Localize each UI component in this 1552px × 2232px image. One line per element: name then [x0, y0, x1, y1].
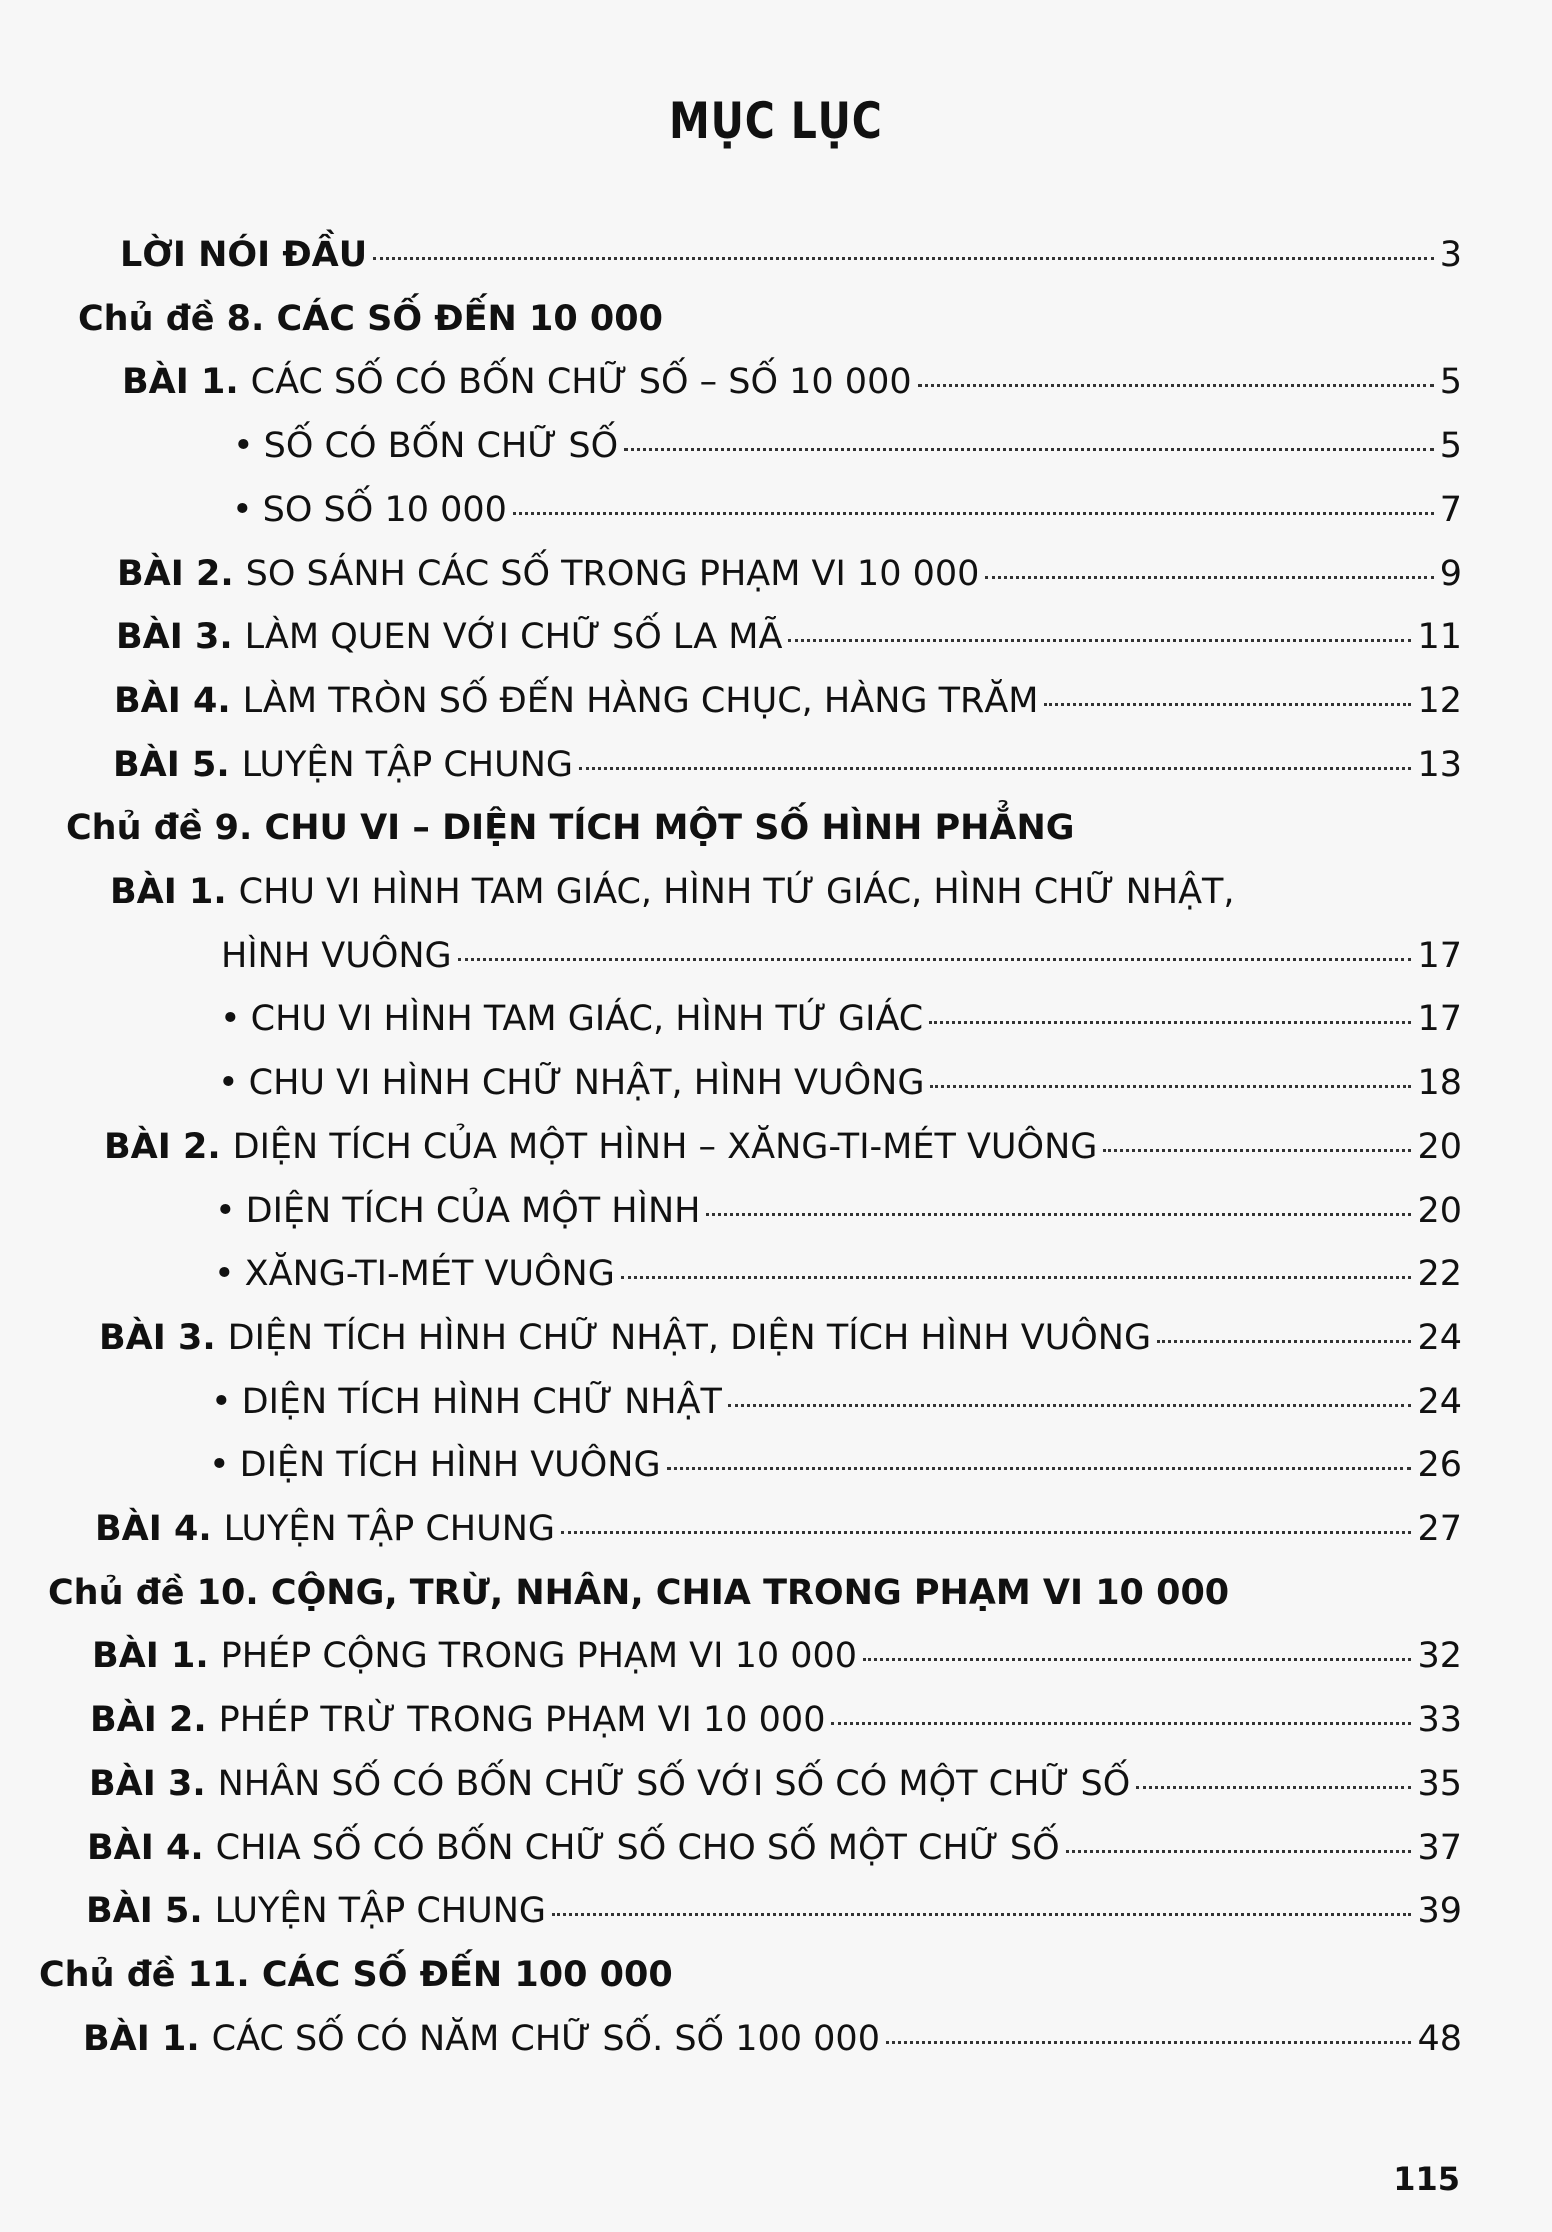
toc-entry-prefix: BÀI 2. — [90, 1700, 207, 1740]
toc-entry — [86, 1881, 1462, 1941]
dot-leader — [621, 1276, 1412, 1279]
dot-leader — [552, 1913, 1411, 1916]
toc-entry-prefix: BÀI 1. — [83, 2019, 200, 2059]
toc-entry-label: DIỆN TÍCH CỦA MỘT HÌNH – XĂNG-TI-MÉT VUÔNG — [232, 1127, 1098, 1167]
toc-entry-prefix: BÀI 3. — [99, 1318, 216, 1358]
toc-entry-prefix: BÀI 3. — [116, 617, 233, 657]
toc-section-heading — [39, 1945, 1462, 2005]
toc-page-number: 33 — [1417, 1700, 1462, 1740]
bullet-icon: • — [209, 1445, 230, 1485]
dot-leader — [985, 576, 1433, 579]
toc-page-number: 17 — [1417, 999, 1462, 1039]
toc-page-number: 9 — [1439, 554, 1462, 594]
toc-entry-label: NHÂN SỐ CÓ BỐN CHỮ SỐ VỚI SỐ CÓ MỘT CHỮ SỐ — [217, 1764, 1131, 1804]
toc-entry — [116, 607, 1462, 667]
toc-entry — [218, 1053, 1462, 1113]
bullet-icon: • — [220, 999, 241, 1039]
toc-entry-label: DIỆN TÍCH HÌNH VUÔNG — [239, 1445, 661, 1485]
toc-page-number: 39 — [1417, 1891, 1462, 1931]
toc-entry — [221, 926, 1462, 986]
dot-leader — [667, 1467, 1412, 1470]
toc-page-number: 24 — [1417, 1382, 1462, 1422]
toc-entry-label: LÀM TRÒN SỐ ĐẾN HÀNG CHỤC, HÀNG TRĂM — [242, 681, 1039, 721]
toc-entry — [209, 1435, 1462, 1495]
section-title: Chủ đề 11. CÁC SỐ ĐẾN 100 000 — [39, 1955, 673, 1995]
dot-leader — [1066, 1850, 1412, 1853]
toc-entry-label: LUYỆN TẬP CHUNG — [214, 1891, 547, 1931]
toc-entry-label: DIỆN TÍCH CỦA MỘT HÌNH — [245, 1191, 701, 1231]
toc-entry-prefix: BÀI 4. — [87, 1828, 204, 1868]
toc-entry-label: SO SÁNH CÁC SỐ TRONG PHẠM VI 10 000 — [245, 554, 980, 594]
toc-page-number: 5 — [1439, 426, 1462, 466]
toc-entry — [90, 1690, 1462, 1750]
toc-entry-label: PHÉP TRỪ TRONG PHẠM VI 10 000 — [218, 1700, 826, 1740]
toc-entry-label: LỜI NÓI ĐẦU — [120, 235, 368, 275]
toc-entry — [89, 1754, 1462, 1814]
bullet-icon: • — [214, 1254, 235, 1294]
toc-entry-label: CÁC SỐ CÓ NĂM CHỮ SỐ. SỐ 100 000 — [211, 2019, 880, 2059]
section-title: Chủ đề 10. CỘNG, TRỪ, NHÂN, CHIA TRONG PHẠM VI 10 000 — [48, 1573, 1230, 1613]
toc-section-heading — [66, 798, 1462, 858]
toc-entry — [87, 1818, 1462, 1878]
toc-entry — [117, 544, 1462, 604]
toc-entry-label: LÀM QUEN VỚI CHỮ SỐ LA MÃ — [244, 617, 783, 657]
toc-entry — [95, 1499, 1462, 1559]
toc-page-number: 35 — [1417, 1764, 1462, 1804]
toc-page-number: 27 — [1417, 1509, 1462, 1549]
toc-entry — [110, 862, 1462, 922]
toc-entry — [122, 352, 1462, 412]
dot-leader — [373, 257, 1434, 260]
toc-entry — [99, 1308, 1462, 1368]
bullet-icon: • — [233, 426, 254, 466]
toc-entry — [92, 1626, 1462, 1686]
section-title: Chủ đề 8. CÁC SỐ ĐẾN 10 000 — [78, 299, 663, 339]
toc-section-heading — [48, 1563, 1462, 1623]
bullet-icon: • — [218, 1063, 239, 1103]
toc-page-number: 20 — [1417, 1127, 1462, 1167]
toc-entry-prefix: BÀI 1. — [122, 362, 239, 402]
toc-page-number: 20 — [1417, 1191, 1462, 1231]
toc-page-number: 48 — [1417, 2019, 1462, 2059]
bullet-icon: • — [211, 1382, 232, 1422]
dot-leader — [1136, 1786, 1411, 1789]
toc-entry-label: XĂNG-TI-MÉT VUÔNG — [244, 1254, 615, 1294]
toc-entry — [113, 735, 1462, 795]
toc-entry-prefix: BÀI 1. — [92, 1636, 209, 1676]
toc-entry — [83, 2009, 1462, 2069]
bullet-icon: • — [215, 1191, 236, 1231]
toc-entry-label: CHU VI HÌNH TAM GIÁC, HÌNH TỨ GIÁC, HÌNH CHỮ NHẬT, — [238, 872, 1235, 912]
toc-entry — [104, 1117, 1462, 1177]
page-title: MỤC LỤC — [668, 92, 883, 150]
toc-entry-prefix: BÀI 3. — [89, 1764, 206, 1804]
toc-entry — [232, 480, 1462, 540]
toc-entry-prefix: BÀI 5. — [86, 1891, 203, 1931]
dot-leader — [513, 512, 1434, 515]
dot-leader — [624, 448, 1434, 451]
toc-entry — [211, 1372, 1462, 1432]
toc-entry — [215, 1181, 1462, 1241]
toc-entry-label: DIỆN TÍCH HÌNH CHỮ NHẬT — [241, 1382, 722, 1422]
toc-entry-prefix: BÀI 4. — [95, 1509, 212, 1549]
toc-page-number: 12 — [1417, 681, 1462, 721]
toc-page-number: 18 — [1417, 1063, 1462, 1103]
dot-leader — [788, 639, 1411, 642]
toc-entry-prefix: BÀI 2. — [104, 1127, 221, 1167]
toc-entry-label: LUYỆN TẬP CHUNG — [241, 745, 574, 785]
toc-entry-prefix: BÀI 4. — [114, 681, 231, 721]
dot-leader — [458, 958, 1412, 961]
dot-leader — [831, 1722, 1411, 1725]
toc-page-number: 7 — [1439, 490, 1462, 530]
toc-page-number: 24 — [1417, 1318, 1462, 1358]
dot-leader — [863, 1658, 1411, 1661]
dot-leader — [1044, 703, 1411, 706]
dot-leader — [918, 384, 1434, 387]
toc-entry-label: LUYỆN TẬP CHUNG — [223, 1509, 556, 1549]
dot-leader — [930, 1085, 1411, 1088]
dot-leader — [1157, 1340, 1411, 1343]
section-title: Chủ đề 9. CHU VI – DIỆN TÍCH MỘT SỐ HÌNH PHẲNG — [66, 808, 1075, 848]
toc-page-number: 5 — [1439, 362, 1462, 402]
toc-entry-label: CHU VI HÌNH TAM GIÁC, HÌNH TỨ GIÁC — [250, 999, 924, 1039]
toc-entry-label: CHIA SỐ CÓ BỐN CHỮ SỐ CHO SỐ MỘT CHỮ SỐ — [215, 1828, 1060, 1868]
toc-page-number: 37 — [1417, 1828, 1462, 1868]
dot-leader — [929, 1021, 1411, 1024]
toc-entry-label: PHÉP CỘNG TRONG PHẠM VI 10 000 — [220, 1636, 858, 1676]
toc-page-number: 26 — [1417, 1445, 1462, 1485]
toc-entry-label: HÌNH VUÔNG — [221, 936, 452, 976]
toc-page-number: 11 — [1417, 617, 1462, 657]
dot-leader — [886, 2041, 1411, 2044]
toc-entry-label: CÁC SỐ CÓ BỐN CHỮ SỐ – SỐ 10 000 — [250, 362, 912, 402]
toc-entry — [114, 671, 1462, 731]
toc-entry — [120, 225, 1462, 285]
toc-entry — [233, 416, 1462, 476]
toc-page-number: 32 — [1417, 1636, 1462, 1676]
bullet-icon: • — [232, 490, 253, 530]
toc-page-number: 17 — [1417, 936, 1462, 976]
dot-leader — [579, 767, 1411, 770]
toc-entry-prefix: BÀI 1. — [110, 872, 227, 912]
toc-entry-label: SO SỐ 10 000 — [262, 490, 507, 530]
toc-entry-prefix: BÀI 5. — [113, 745, 230, 785]
toc-entry-label: DIỆN TÍCH HÌNH CHỮ NHẬT, DIỆN TÍCH HÌNH VUÔNG — [227, 1318, 1152, 1358]
toc-entry — [214, 1244, 1462, 1304]
toc-page-number: 22 — [1417, 1254, 1462, 1294]
dot-leader — [706, 1213, 1411, 1216]
page-number: 115 — [1393, 2160, 1460, 2198]
toc-entry-prefix: BÀI 2. — [117, 554, 234, 594]
toc-page-number: 3 — [1439, 235, 1462, 275]
toc-section-heading — [78, 289, 1462, 349]
dot-leader — [728, 1404, 1412, 1407]
dot-leader — [1103, 1149, 1411, 1152]
toc-entry — [220, 989, 1462, 1049]
toc-entry-label: CHU VI HÌNH CHỮ NHẬT, HÌNH VUÔNG — [248, 1063, 925, 1103]
dot-leader — [561, 1531, 1411, 1534]
toc-entry-label: SỐ CÓ BỐN CHỮ SỐ — [263, 426, 619, 466]
toc-page-number: 13 — [1417, 745, 1462, 785]
